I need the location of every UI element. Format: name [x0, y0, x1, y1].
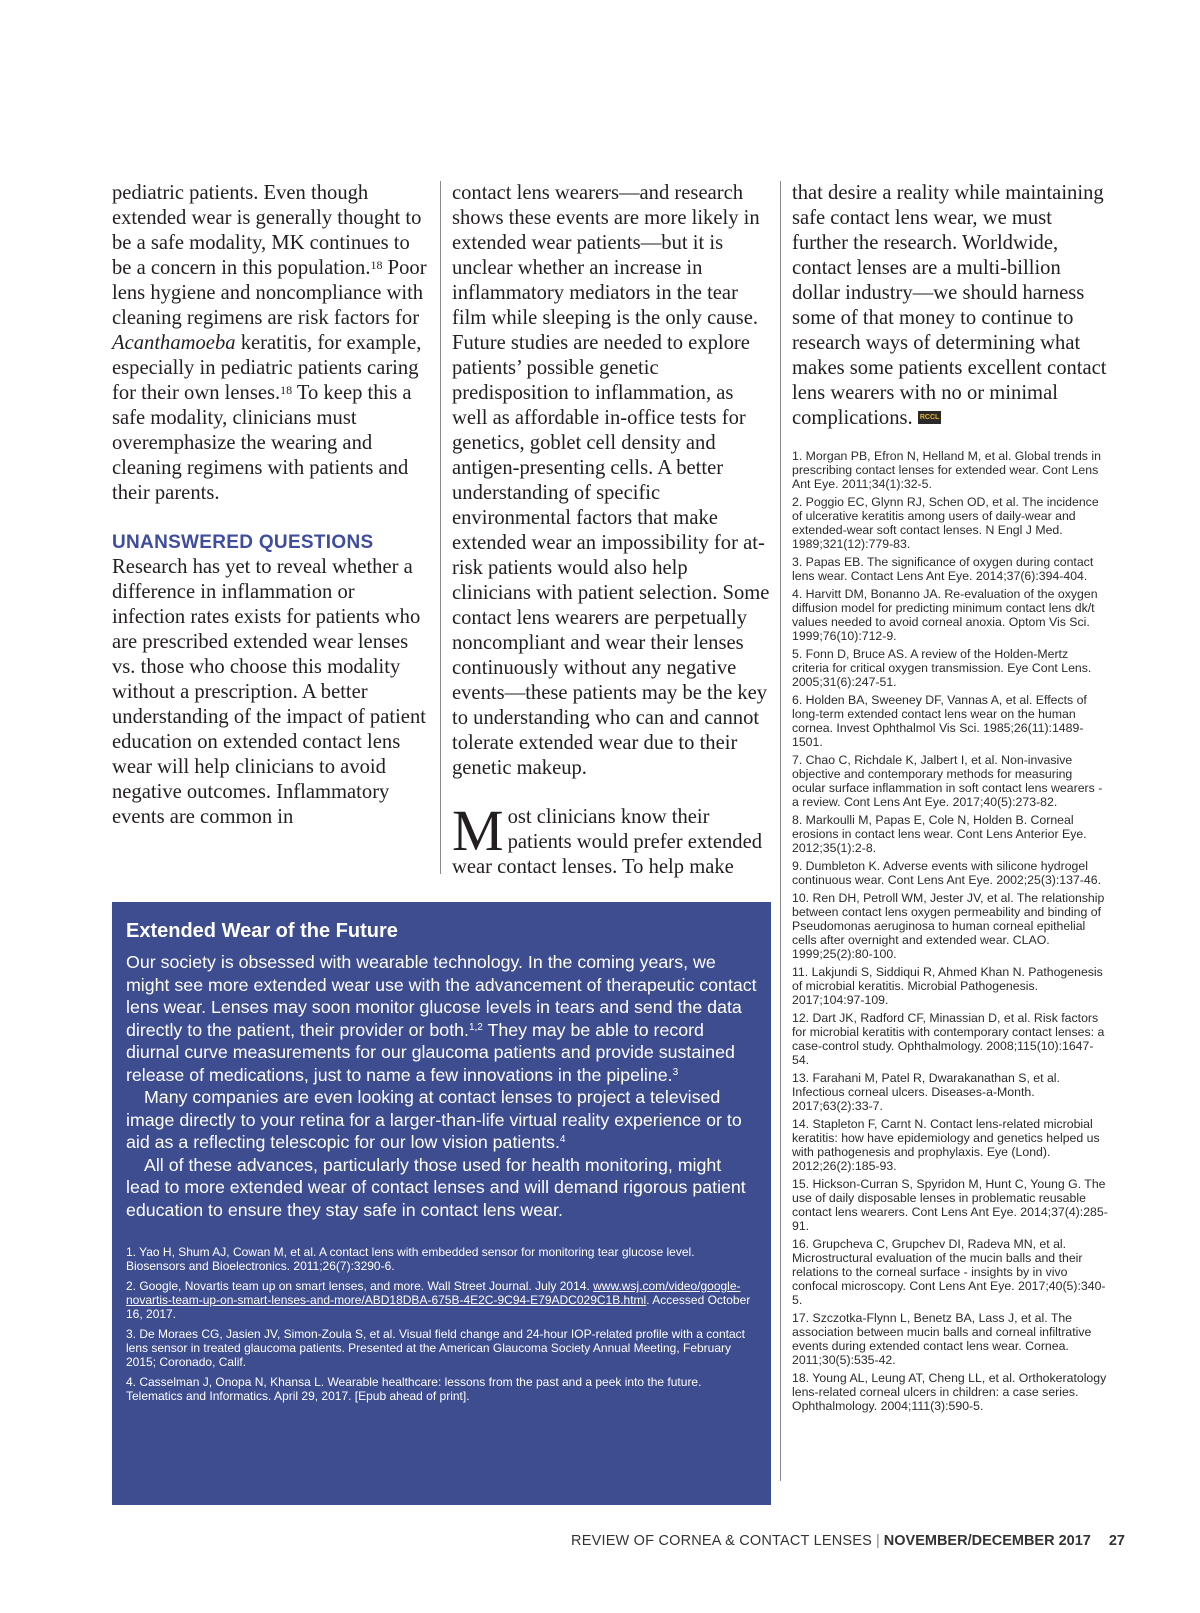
sidebar-reference: 1. Yao H, Shum AJ, Cowan M, et al. A contact lens with embedded sensor for monitoring tear glucose level. Biosensors and Bioelectronics. 2011;26(7):3290-6.	[126, 1245, 695, 1273]
reference-item: 4. Harvitt DM, Bonanno JA. Re-evaluation of the oxygen diffusion model for predicting minimum contact lens dk/t values needed to avoid corneal anoxia. Optom Vis Sci. 1999;76(10):712-9.	[792, 587, 1098, 643]
reference-item: 10. Ren DH, Petroll WM, Jester JV, et al. The relationship between contact lens oxygen permeability and binding of Pseudomonas aeruginosa to human corneal epithelial cells after overnight and extended wear. CLAO. 1999;25(2):80-100.	[792, 891, 1105, 961]
citation-superscript: 18	[280, 383, 293, 397]
sidebar-reference: 4. Casselman J, Onopa N, Khansa L. Wearable healthcare: lessons from the past and a peek into the future. Telematics and Informatics. April 29, 2017. [Epub ahead of print].	[126, 1375, 702, 1403]
reference-item: 3. Papas EB. The significance of oxygen during contact lens wear. Contact Lens Ant Eye. 2014;37(6):394-404.	[792, 555, 1094, 583]
reference-item: 14. Stapleton F, Carnt N. Contact lens-related microbial keratitis: how have epidemiology and genetics helped us with pathogenesis and prophylaxis. Eye (Lond). 2012;26(2):185-93.	[792, 1117, 1100, 1173]
footer-separator: |	[876, 1533, 880, 1549]
drop-cap: M	[452, 798, 504, 863]
sidebar-body	[126, 951, 757, 1221]
column-divider-left	[440, 181, 441, 874]
paragraph-pediatric: pediatric patients. Even though extended wear is generally thought to be a safe modality, MK continues to be a concern in this population.$^{18}$ Poor lens hygiene and noncompliance with cleaning regimens are risk factors for Acanthamoeba keratitis, for example, especially in pediatric patients caring for their own lenses.$^{18}$ To keep this a safe modality, clinicians must overemphasize the wearing and cleaning regimens with patients and their parents.	[112, 182, 427, 504]
paragraph-inflammation: contact lens wearers—and research shows these events are more likely in extended wear patients—but it is unclear whether an increase in inflammatory mediators in the tear film while sleeping is the only cause. Future studies are needed to explore patients’ possible genetic predisposition to inflammation, as well as affordable in-office tests for genetics, goblet cell density and antigen-presenting cells. A better understanding of specific environmental factors that make extended wear an impossibility for at-risk patients would also help clinicians with patient selection. Some contact lens wearers are perpetually noncompliant and wear their lenses continuously without any negative events—these patients may be the key to understanding who can and cannot tolerate extended wear due to their genetic makeup.	[452, 182, 770, 779]
reference-item: 15. Hickson-Curran S, Spyridon M, Hunt C, Young G. The use of daily disposable lenses in problematic reusable contact lens wearers. Cont Lens Ant Eye. 2014;37(4):285-91.	[792, 1177, 1108, 1233]
issue-date: NOVEMBER/DECEMBER 2017	[883, 1533, 1091, 1549]
reference-item: 12. Dart JK, Radford CF, Minassian D, et al. Risk factors for microbial keratitis with contemporary contact lenses: a case-control study. Ophthalmology. 2008;115(10):1647-54.	[792, 1011, 1105, 1067]
citation-superscript: 18	[370, 258, 383, 272]
sidebar-reference-list	[126, 1245, 757, 1403]
journal-name: REVIEW OF CORNEA & CONTACT LENSES	[571, 1533, 872, 1549]
sidebar-paragraph: Our society is obsessed with wearable technology. In the coming years, we might see more extended wear use with the advancement of therapeutic contact lens wear. Lenses may soon monitor glucose levels in tears and send the data directly to the patient, their provider or both.$^{1,2}$ They may be able to record diurnal curve measurements for our glaucoma patients and provide sustained release of medications, just to name a few innovations in the pipeline.$^3$	[126, 952, 757, 1085]
sidebar-paragraph: All of these advances, particularly those used for health monitoring, might lead to more extended wear of contact lenses and will demand rigorous patient education to ensure they stay safe in contact lens wear.	[126, 1154, 746, 1220]
article-column-3	[792, 181, 1110, 431]
reference-item: 16. Grupcheva C, Grupchev DI, Radeva MN, et al. Microstructural evaluation of the mucin balls and their relations to the corneal surface - insights by in vivo confocal microscopy. Cont Lens Ant Eye. 2017;40(5):340-5.	[792, 1237, 1106, 1307]
sidebar-reference: 2. Google, Novartis team up on smart lenses, and more. Wall Street Journal. July 2014. www.wsj.com/video/google-novartis-team-up-on-smart-lenses-and-more/ABD18DBA-675B-4E2C-9C94-E79ADC029C1B.html. Accessed October 16, 2017.	[126, 1279, 751, 1321]
paragraph-conclusion: that desire a reality while maintaining safe contact lens wear, we must further the research. Worldwide, contact lenses are a multi-billion dollar industry—we should harness some of that money to continue to research ways of determining what makes some patients excellent contact lens wearers with no or minimal complications. RCCL	[792, 182, 1107, 429]
sidebar-reference: 3. De Moraes CG, Jasien JV, Simon-Zoula S, et al. Visual field change and 24-hour IOP-related profile with a contact lens sensor in treated glaucoma patients. Presented at the American Glaucoma Society Annual Meeting, February 2015; Coronado, Calif.	[126, 1327, 745, 1369]
reference-item: 18. Young AL, Leung AT, Cheng LL, et al. Orthokeratology lens-related corneal ulcers in children: a case series. Ophthalmology. 2004;111(3):590-5.	[792, 1371, 1107, 1413]
reference-item: 17. Szczotka-Flynn L, Benetz BA, Lass J, et al. The association between mucin balls and corneal infiltrative events during extended contact lens wear. Cornea. 2011;30(5):535-42.	[792, 1311, 1092, 1367]
column-divider-right	[780, 181, 781, 1481]
article-column-1	[112, 181, 430, 830]
article-column-2	[452, 181, 770, 880]
reference-item: 13. Farahani M, Patel R, Dwarakanathan S, et al. Infectious corneal ulcers. Diseases-a-Month. 2017;63(2):33-7.	[792, 1071, 1060, 1113]
page-footer	[571, 1533, 1125, 1549]
reference-item: 6. Holden BA, Sweeney DF, Vannas A, et al. Effects of long-term extended contact lens wear on the human cornea. Invest Ophthalmol Vis Sci. 1985;26(11):1489-1501.	[792, 693, 1087, 749]
citation-superscript: 4	[559, 1134, 566, 1145]
reference-item: 7. Chao C, Richdale K, Jalbert I, et al. Non-invasive objective and contemporary methods for measuring ocular surface inflammation in soft contact lens wearers - a review. Cont Lens Ant Eye. 2017;40(5):273-82.	[792, 753, 1103, 809]
wsj-link[interactable]: www.wsj.com/video/google-novartis-team-up-on-smart-lenses-and-more/ABD18DBA-675B-4E2C-9C94-E79ADC029C1B.html	[126, 1279, 741, 1307]
sidebar-title: Extended Wear of the Future	[126, 920, 398, 942]
sidebar-box	[112, 902, 771, 1505]
page-number: 27	[1108, 1533, 1125, 1549]
reference-item: 11. Lakjundi S, Siddiqui R, Ahmed Khan N. Pathogenesis of microbial keratitis. Microbial Pathogenesis. 2017;104:97-109.	[792, 965, 1103, 1007]
italic-species-name: Acanthamoeba	[112, 332, 236, 354]
reference-item: 8. Markoulli M, Papas E, Cole N, Holden B. Corneal erosions in contact lens wear. Cont Lens Anterior Eye. 2012;35(1):2-8.	[792, 813, 1087, 855]
reference-list	[792, 449, 1108, 1417]
paragraph-closing: Most clinicians know their patients would prefer extended wear contact lenses. To help make	[452, 798, 763, 878]
end-of-article-mark: RCCL	[918, 411, 941, 424]
reference-item: 2. Poggio EC, Glynn RJ, Schen OD, et al. The incidence of ulcerative keratitis among users of daily-wear and extended-wear soft contact lenses. N Engl J Med. 1989;321(12):779-83.	[792, 495, 1099, 551]
reference-item: 5. Fonn D, Bruce AS. A review of the Holden-Mertz criteria for critical oxygen transmission. Eye Cont Lens. 2005;31(6):247-51.	[792, 647, 1092, 689]
paragraph-research: Research has yet to reveal whether a difference in inflammation or infection rates exists for patients who are prescribed extended wear lenses vs. those who choose this modality without a prescription. A better understanding of the impact of patient education on extended contact lens wear will help clinicians to avoid negative outcomes. Inflammatory events are common in	[112, 556, 426, 828]
section-heading: UNANSWERED QUESTIONS	[112, 532, 374, 553]
reference-item: 1. Morgan PB, Efron N, Helland M, et al. Global trends in prescribing contact lenses for extended wear. Cont Lens Ant Eye. 2011;34(1):32-5.	[792, 449, 1101, 491]
reference-item: 9. Dumbleton K. Adverse events with silicone hydrogel continuous wear. Cont Lens Ant Eye. 2002;25(3):137-46.	[792, 859, 1101, 887]
sidebar-paragraph: Many companies are even looking at contact lenses to project a televised image directly to your retina for a larger-than-life virtual reality experience or to aid as a reflecting telescopic for our low vision patients.$^4$	[126, 1087, 742, 1152]
citation-superscript: 1,2	[468, 1021, 483, 1033]
citation-superscript: 3	[672, 1066, 679, 1078]
